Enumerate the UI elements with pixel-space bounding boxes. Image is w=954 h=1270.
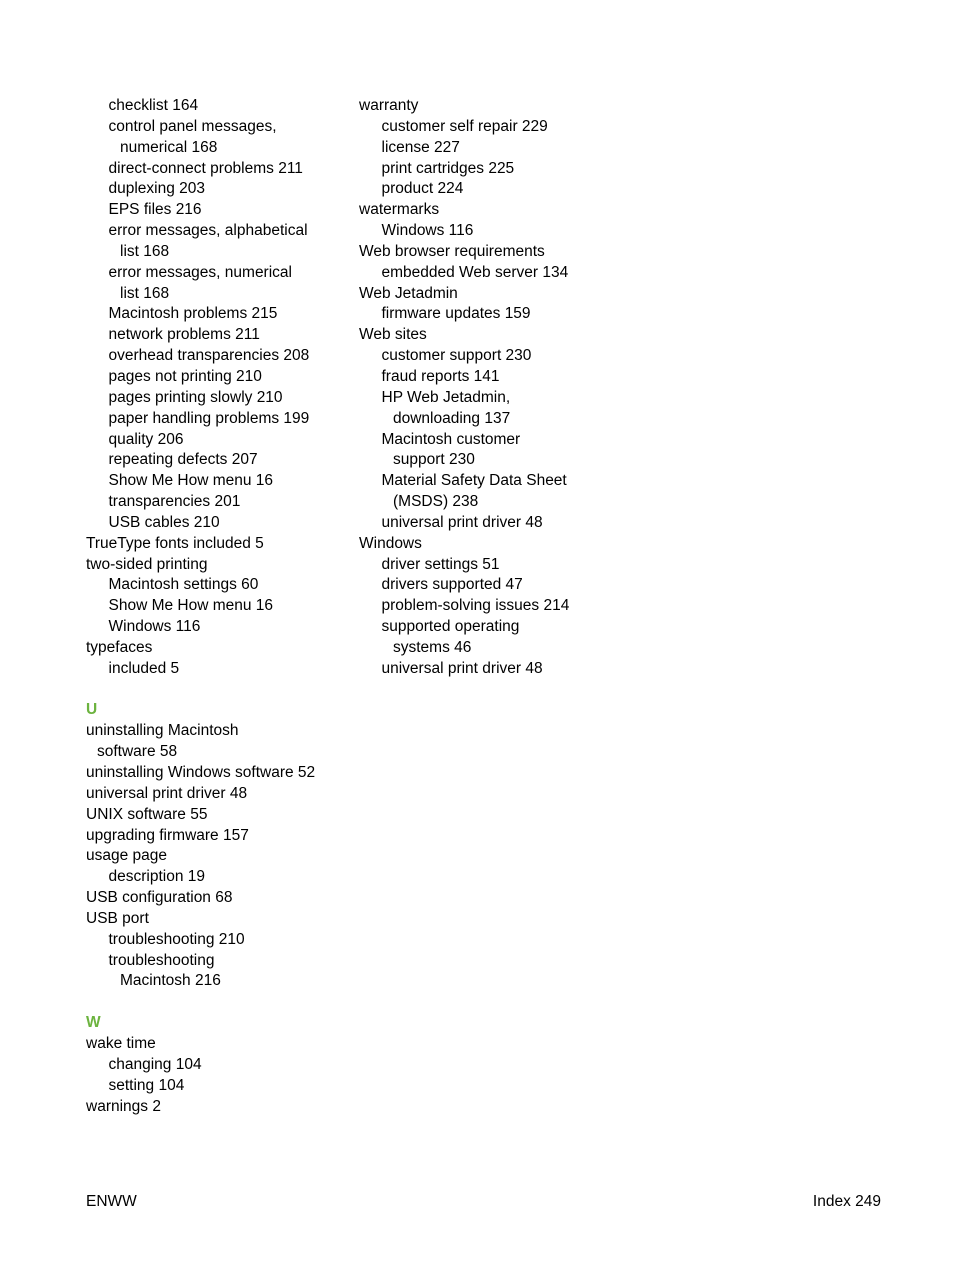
index-entry: upgrading firmware 157 bbox=[86, 826, 249, 844]
index-entry: Web sites bbox=[359, 326, 427, 344]
index-column-right bbox=[359, 96, 659, 680]
index-subentry: supported operating bbox=[381, 618, 520, 636]
index-subentry: software 58 bbox=[97, 743, 178, 761]
index-subentry: downloading 137 bbox=[393, 409, 511, 427]
index-subentry: pages not printing 210 bbox=[108, 367, 262, 385]
index-subentry: transparencies 201 bbox=[108, 493, 241, 511]
index-subentry: HP Web Jetadmin, bbox=[381, 388, 511, 406]
index-entry: USB port bbox=[86, 909, 149, 927]
index-subentry: troubleshooting bbox=[108, 951, 215, 969]
index-column-left bbox=[86, 96, 348, 1117]
index-subentry: product 224 bbox=[381, 180, 464, 198]
index-entry: warranty bbox=[359, 97, 419, 114]
index-subentry: direct-connect problems 211 bbox=[108, 159, 303, 177]
index-subentry: customer self repair 229 bbox=[381, 117, 548, 135]
index-entry: typefaces bbox=[86, 638, 153, 656]
footer-page-label: Index 249 bbox=[812, 1193, 881, 1210]
section-letter-heading: U bbox=[86, 701, 98, 719]
index-entry: watermarks bbox=[359, 201, 440, 219]
index-entry: UNIX software 55 bbox=[86, 805, 208, 823]
index-subentry: repeating defects 207 bbox=[108, 451, 258, 469]
index-subentry: EPS files 216 bbox=[108, 201, 202, 219]
index-subentry: embedded Web server 134 bbox=[381, 263, 569, 281]
index-subentry: description 19 bbox=[108, 868, 206, 886]
index-subentry: fraud reports 141 bbox=[381, 367, 500, 385]
index-entry: USB configuration 68 bbox=[86, 889, 233, 907]
index-subentry: quality 206 bbox=[108, 430, 184, 448]
index-subentry: overhead transparencies 208 bbox=[108, 347, 310, 365]
index-entry: usage page bbox=[86, 847, 168, 865]
index-entry: Windows bbox=[359, 534, 422, 552]
index-subentry: changing 104 bbox=[108, 1055, 202, 1073]
index-subentry: network problems 211 bbox=[108, 326, 260, 344]
section-spacer bbox=[86, 992, 348, 1013]
index-entry: universal print driver 48 bbox=[86, 784, 248, 802]
index-subentry: print cartridges 225 bbox=[381, 159, 515, 177]
index-subentry: duplexing 203 bbox=[108, 180, 206, 198]
index-subentry: list 168 bbox=[120, 284, 170, 302]
index-subentry: control panel messages, bbox=[108, 117, 277, 135]
index-subentry: Show Me How menu 16 bbox=[108, 597, 274, 615]
index-entry: Web Jetadmin bbox=[359, 284, 458, 302]
index-entry: TrueType fonts included 5 bbox=[86, 534, 264, 552]
index-subentry: Show Me How menu 16 bbox=[108, 472, 274, 490]
index-subentry: setting 104 bbox=[108, 1076, 185, 1094]
index-subentry: numerical 168 bbox=[120, 138, 218, 156]
index-subentry: USB cables 210 bbox=[108, 513, 220, 531]
index-subentry: paper handling problems 199 bbox=[108, 409, 310, 427]
index-subentry: license 227 bbox=[381, 138, 460, 156]
index-subentry: drivers supported 47 bbox=[381, 576, 523, 594]
index-entry: two-sided printing bbox=[86, 555, 208, 573]
index-subentry: driver settings 51 bbox=[381, 555, 500, 573]
index-subentry: troubleshooting 210 bbox=[108, 930, 245, 948]
index-subentry: Macintosh 216 bbox=[120, 972, 221, 990]
section-letter-heading: W bbox=[86, 1014, 101, 1032]
index-subentry: systems 46 bbox=[393, 638, 472, 656]
index-subentry: (MSDS) 238 bbox=[393, 493, 479, 511]
index-entry: Web browser requirements bbox=[359, 242, 545, 260]
index-entry: warnings 2 bbox=[86, 1097, 161, 1115]
section-spacer bbox=[86, 680, 348, 701]
index-subentry: list 168 bbox=[120, 242, 170, 260]
index-subentry: Macintosh problems 215 bbox=[108, 305, 278, 323]
index-subentry: customer support 230 bbox=[381, 347, 532, 365]
index-subentry: included 5 bbox=[108, 659, 180, 677]
index-subentry: error messages, alphabetical bbox=[108, 222, 308, 240]
footer-left-label: ENWW bbox=[86, 1193, 137, 1210]
index-subentry: firmware updates 159 bbox=[381, 305, 531, 323]
index-subentry: checklist 164 bbox=[108, 97, 199, 114]
index-subentry: Windows 116 bbox=[381, 222, 474, 240]
index-entry: wake time bbox=[86, 1034, 156, 1052]
index-subentry: pages printing slowly 210 bbox=[108, 388, 283, 406]
index-entry: uninstalling Macintosh bbox=[86, 722, 239, 740]
index-subentry: universal print driver 48 bbox=[381, 513, 543, 531]
index-subentry: Macintosh settings 60 bbox=[108, 576, 259, 594]
index-entry: uninstalling Windows software 52 bbox=[86, 764, 316, 781]
index-subentry: Material Safety Data Sheet bbox=[381, 472, 567, 490]
index-subentry: support 230 bbox=[393, 451, 475, 469]
index-subentry: Macintosh customer bbox=[381, 430, 521, 448]
index-subentry: error messages, numerical bbox=[108, 263, 292, 281]
index-subentry: problem-solving issues 214 bbox=[381, 597, 570, 615]
index-subentry: Windows 116 bbox=[108, 618, 201, 636]
index-subentry: universal print driver 48 bbox=[381, 659, 543, 677]
